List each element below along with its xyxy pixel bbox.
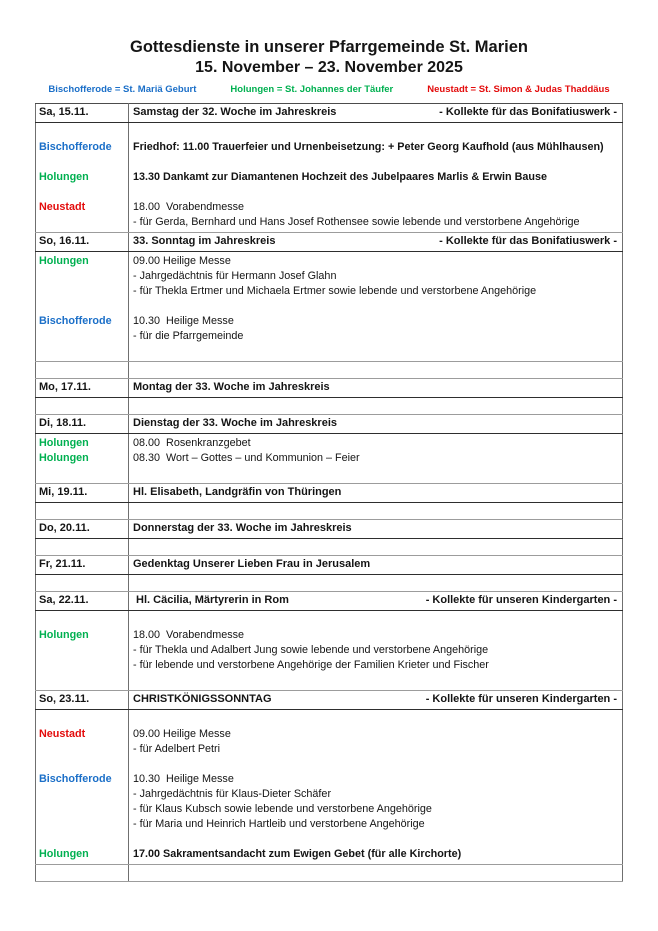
location-cell	[36, 710, 129, 865]
date-cell: Do, 20.11.	[36, 520, 129, 539]
location-label: Neustadt	[39, 728, 86, 740]
section-title-cell	[129, 691, 623, 710]
location-cell	[36, 252, 129, 362]
day-title: Donnerstag der 33. Woche im Jahreskreis	[133, 522, 352, 534]
location-label: Bischofferode	[39, 773, 112, 785]
service-line	[133, 613, 619, 628]
section-title-cell	[129, 104, 623, 123]
spacer-cell	[129, 865, 623, 882]
location-label: Holungen	[39, 437, 89, 449]
section-title-line	[129, 379, 622, 396]
service-line: Friedhof: 11.00 Trauerfeier und Urnenbeisetzung: + Peter Georg Kaufhold (aus Mühlhausen)	[133, 141, 604, 153]
section-title-cell	[129, 520, 623, 539]
header-row	[36, 484, 623, 503]
section-title-cell	[129, 592, 623, 611]
service-line	[133, 712, 619, 727]
section-title-cell	[129, 484, 623, 503]
day-title: 33. Sonntag im Jahreskreis	[133, 235, 276, 247]
service-line: - Jahrgedächtnis für Klaus-Dieter Schäfer	[133, 788, 332, 800]
day-title: Montag der 33. Woche im Jahreskreis	[133, 381, 330, 393]
location-label	[39, 185, 128, 200]
service-line: 13.30 Dankamt zur Diamantenen Hochzeit des Jubelpaares Marlis & Erwin Bause	[133, 171, 548, 183]
location-label	[39, 787, 128, 802]
content-row	[36, 611, 623, 691]
service-line	[133, 673, 619, 688]
location-label: Holungen	[39, 255, 89, 267]
service-line: 10.30 Heilige Messe	[133, 773, 234, 785]
location-label: Neustadt	[39, 201, 86, 213]
header-row	[36, 379, 623, 398]
service-line	[133, 832, 619, 847]
location-label: Holungen	[39, 629, 89, 641]
location-label	[39, 832, 128, 847]
spacer-row	[36, 503, 623, 520]
location-label	[39, 817, 128, 832]
date-cell: Mo, 17.11.	[36, 379, 129, 398]
service-line	[133, 299, 619, 314]
day-title: Gedenktag Unserer Lieben Frau in Jerusalem	[133, 558, 371, 570]
service-line: 08.30 Wort – Gottes – und Kommunion – Feier	[133, 452, 360, 464]
location-label	[39, 742, 128, 757]
section-title-line	[129, 104, 622, 121]
section-title-line	[129, 415, 622, 432]
day-title: Dienstag der 33. Woche im Jahreskreis	[133, 417, 337, 429]
service-line: 09.00 Heilige Messe	[133, 255, 231, 267]
day-title: CHRISTKÖNIGSSONNTAG	[133, 693, 272, 705]
section-title-line	[129, 520, 622, 537]
location-label	[39, 299, 128, 314]
location-label	[39, 344, 128, 359]
location-label	[39, 215, 128, 230]
service-line: - für Gerda, Bernhard und Hans Josef Rothensee sowie lebende und verstorbene Angehörige	[133, 216, 580, 228]
header-row	[36, 104, 623, 123]
header-row	[36, 691, 623, 710]
service-line: - für Klaus Kubsch sowie lebende und verstorbene Angehörige	[133, 803, 432, 815]
location-label	[39, 269, 128, 284]
spacer-row	[36, 398, 623, 415]
collection-label: - Kollekte für das Bonifatiuswerk -	[439, 106, 617, 118]
service-line: 08.00 Rosenkranzgebet	[133, 437, 251, 449]
location-cell	[36, 611, 129, 691]
spacer-cell	[36, 539, 129, 556]
location-label	[39, 643, 128, 658]
service-line	[133, 125, 619, 140]
location-label: Holungen	[39, 848, 89, 860]
collection-label: - Kollekte für unseren Kindergarten -	[425, 693, 617, 705]
section-title-cell	[129, 233, 623, 252]
location-label	[39, 757, 128, 772]
location-label: Bischofferode	[39, 315, 112, 327]
location-label	[39, 613, 128, 628]
location-cell	[36, 123, 129, 233]
spacer-cell	[129, 503, 623, 520]
header-row	[36, 415, 623, 434]
services-cell	[129, 611, 623, 691]
service-line: 18.00 Vorabendmesse	[133, 201, 245, 213]
legend-item-bischofferode: Bischofferode = St. Mariä Geburt	[48, 84, 197, 95]
service-line: 18.00 Vorabendmesse	[133, 629, 245, 641]
service-line: 10.30 Heilige Messe	[133, 315, 234, 327]
service-line: - Jahrgedächtnis für Hermann Josef Glahn	[133, 270, 337, 282]
service-line	[133, 155, 619, 170]
services-cell	[129, 710, 623, 865]
location-label	[39, 802, 128, 817]
content-row	[36, 252, 623, 362]
location-label	[39, 712, 128, 727]
service-line: 09.00 Heilige Messe	[133, 728, 231, 740]
header-row	[36, 592, 623, 611]
schedule-table	[35, 103, 623, 882]
location-label	[39, 466, 128, 481]
location-label	[39, 658, 128, 673]
date-cell: Mi, 19.11.	[36, 484, 129, 503]
date-range-subtitle: 15. November – 23. November 2025	[195, 59, 463, 76]
legend	[0, 84, 658, 95]
spacer-row	[36, 362, 623, 379]
spacer-cell	[36, 362, 129, 379]
spacer-row	[36, 575, 623, 592]
location-cell	[36, 434, 129, 484]
collection-label: - Kollekte für unseren Kindergarten -	[425, 594, 617, 606]
location-label	[39, 155, 128, 170]
services-cell	[129, 123, 623, 233]
services-cell	[129, 252, 623, 362]
day-title: Samstag der 32. Woche im Jahreskreis	[133, 106, 337, 118]
date-cell: So, 23.11.	[36, 691, 129, 710]
date-cell: Fr, 21.11.	[36, 556, 129, 575]
section-title-cell	[129, 415, 623, 434]
service-line	[133, 466, 619, 481]
section-title-line	[129, 556, 622, 573]
spacer-cell	[36, 503, 129, 520]
collection-label: - Kollekte für das Bonifatiuswerk -	[439, 235, 617, 247]
spacer-cell	[129, 362, 623, 379]
location-label	[39, 673, 128, 688]
section-title-cell	[129, 556, 623, 575]
content-row	[36, 710, 623, 865]
location-label	[39, 329, 128, 344]
date-cell: Di, 18.11.	[36, 415, 129, 434]
date-cell: Sa, 15.11.	[36, 104, 129, 123]
services-cell	[129, 434, 623, 484]
spacer-cell	[36, 865, 129, 882]
service-line: - für Thekla Ertmer und Michaela Ertmer sowie lebende und verstorbene Angehörige	[133, 285, 537, 297]
spacer-row	[36, 865, 623, 882]
service-line: - für lebende und verstorbene Angehörige der Familien Krieter und Fischer	[133, 659, 489, 671]
content-row	[36, 123, 623, 233]
location-label: Holungen	[39, 452, 89, 464]
service-line: - für Adelbert Petri	[133, 743, 221, 755]
spacer-cell	[129, 539, 623, 556]
header-row	[36, 520, 623, 539]
legend-item-holungen: Holungen = St. Johannes der Täufer	[230, 84, 394, 95]
location-label	[39, 125, 128, 140]
section-title-line	[129, 233, 622, 250]
service-line	[133, 757, 619, 772]
location-label: Bischofferode	[39, 141, 112, 153]
date-cell: So, 16.11.	[36, 233, 129, 252]
legend-item-neustadt: Neustadt = St. Simon & Judas Thaddäus	[427, 84, 610, 95]
header-row	[36, 233, 623, 252]
content-row	[36, 434, 623, 484]
header-row	[36, 556, 623, 575]
section-title-line	[129, 592, 622, 609]
spacer-cell	[129, 575, 623, 592]
spacer-cell	[36, 398, 129, 415]
location-label: Holungen	[39, 171, 89, 183]
service-line: - für Maria und Heinrich Hartleib und verstorbene Angehörige	[133, 818, 425, 830]
service-line: - für die Pfarrgemeinde	[133, 330, 244, 342]
section-title-line	[129, 484, 622, 501]
service-line	[133, 344, 619, 359]
spacer-row	[36, 539, 623, 556]
date-cell: Sa, 22.11.	[36, 592, 129, 611]
page-title: Gottesdienste in unserer Pfarrgemeinde St. Marien	[130, 38, 528, 56]
spacer-cell	[129, 398, 623, 415]
schedule-table-body	[36, 104, 623, 882]
service-line: - für Thekla und Adalbert Jung sowie lebende und verstorbene Angehörige	[133, 644, 489, 656]
service-line: 17.00 Sakramentsandacht zum Ewigen Gebet (für alle Kirchorte)	[133, 848, 462, 860]
spacer-cell	[36, 575, 129, 592]
day-title: Hl. Elisabeth, Landgräfin von Thüringen	[133, 486, 342, 498]
service-line	[133, 185, 619, 200]
section-title-cell	[129, 379, 623, 398]
day-title: Hl. Cäcilia, Märtyrerin in Rom	[133, 594, 289, 606]
location-label	[39, 284, 128, 299]
section-title-line	[129, 691, 622, 708]
